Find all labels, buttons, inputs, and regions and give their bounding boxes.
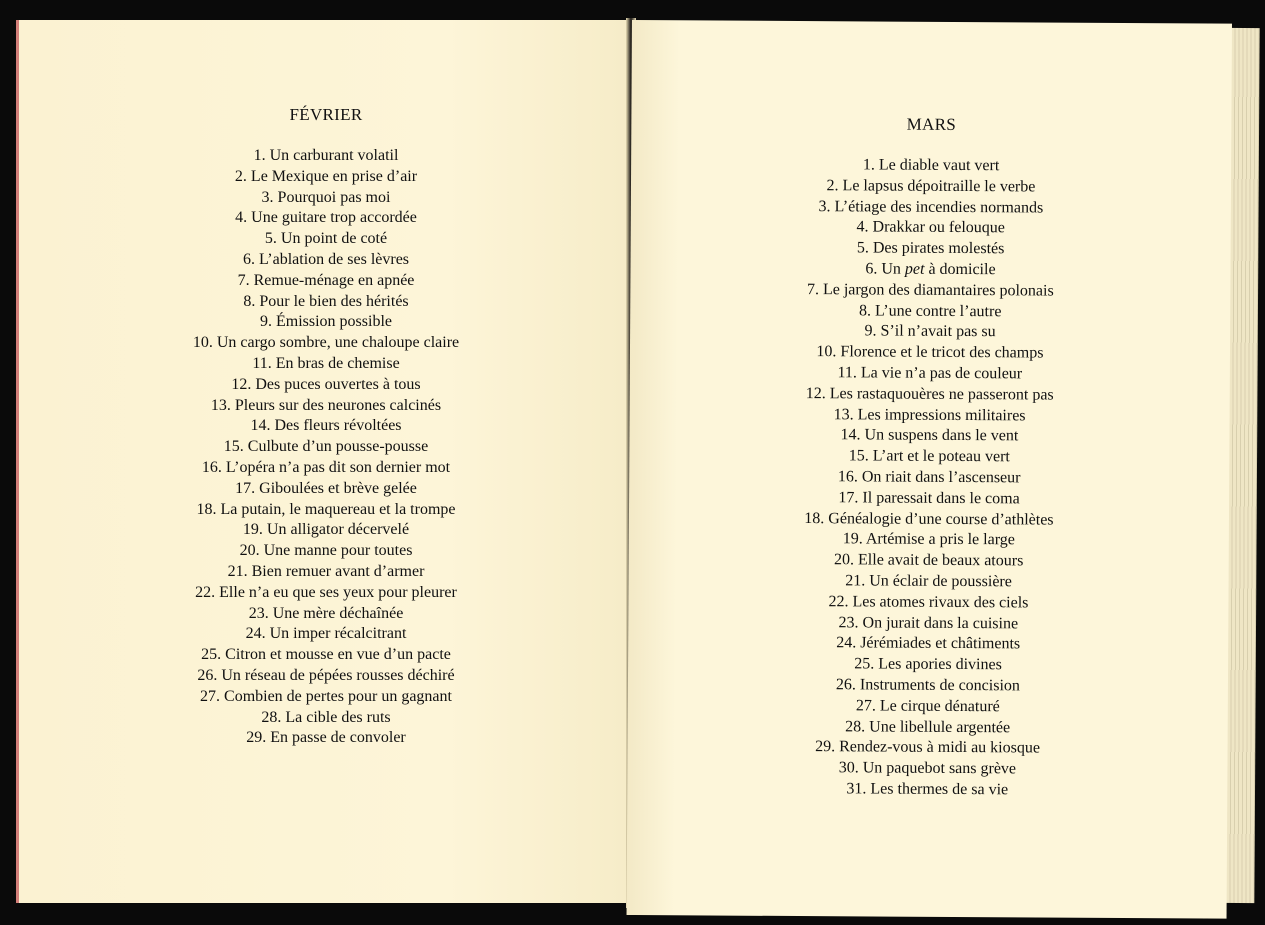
list-item: 31. Les thermes de sa vie [846, 780, 1009, 799]
list-item: 20. Une manne pour toutes [239, 542, 413, 560]
list-item: 2. Le Mexique en prise d’air [234, 167, 418, 185]
list-item: 27. Le cirque dénaturé [855, 697, 1000, 715]
list-item: 16. On riait dans l’ascenseur [837, 468, 1021, 487]
list-item: 12. Des puces ouvertes à tous [231, 375, 421, 393]
list-item: 4. Drakkar ou felouque [856, 218, 1005, 237]
left-page [16, 20, 630, 903]
list-item: 21. Bien remuer avant d’armer [227, 562, 425, 580]
list-item: 16. L’opéra n’a pas dit son dernier mot [201, 458, 451, 476]
list-item: 13. Pleurs sur des neurones calcinés [210, 396, 442, 414]
list-item: 11. En bras de chemise [252, 354, 400, 372]
list-item: 21. Un éclair de poussière [845, 572, 1012, 591]
february-column [19, 106, 633, 749]
list-item: 28. Une libellule argentée [845, 717, 1011, 736]
list-item: 1. Le diable vaut vert [862, 156, 1000, 175]
list-item: 3. L’étiage des incendies normands [818, 197, 1044, 217]
list-item: 18. Généalogie d’une course d’athlètes [804, 509, 1054, 529]
list-item: 14. Un suspens dans le vent [840, 426, 1019, 445]
list-item: 17. Il paressait dans le coma [838, 489, 1020, 508]
list-item: 23. Une mère déchaînée [248, 604, 404, 622]
list-item: 24. Jérémiades et châtiments [836, 634, 1021, 653]
list-item: 6. L’ablation de ses lèvres [242, 250, 410, 268]
list-item: 10. Florence et le tricot des champs [816, 343, 1044, 362]
list-item: 13. Les impressions militaires [833, 405, 1026, 424]
list-item: 29. En passe de convoler [246, 729, 406, 747]
list-item: 15. Culbute d’un pousse-pousse [223, 438, 429, 456]
list-item: 20. Elle avait de beaux atours [834, 551, 1024, 570]
list-item: 9. Émission possible [259, 313, 392, 331]
list-item: 27. Combien de pertes pour un gagnant [200, 687, 452, 705]
list-item: 26. Un réseau de pépées rousses déchiré [197, 666, 455, 684]
list-item: 26. Instruments de concision [835, 676, 1020, 695]
list-item: 30. Un paquebot sans grève [838, 759, 1017, 778]
march-column [627, 114, 1231, 802]
list-item: 18. La putain, le maquereau et la trompe [196, 500, 456, 518]
list-item: 25. Citron et mousse en vue d’un pacte [201, 646, 451, 664]
list-item: 10. Un cargo sombre, une chaloupe claire [192, 334, 460, 352]
list-item: 5. Un point de coté [264, 230, 388, 248]
list-item: 9. S’il n’avait pas su [864, 322, 996, 341]
list-item: 29. Rendez-vous à midi au kiosque [815, 738, 1041, 757]
list-item: 28. La cible des ruts [261, 708, 391, 726]
list-item: 12. Les rastaquouères ne passeront pas [805, 384, 1054, 404]
march-heading: MARS [906, 114, 957, 134]
list-item: 3. Pourquoi pas moi [261, 188, 391, 206]
list-item: 23. On jurait dans la cuisine [838, 613, 1019, 632]
list-item: 2. Le lapsus dépoitraille le verbe [826, 176, 1036, 196]
list-item: 19. Artémise a pris le large [842, 530, 1015, 549]
list-item: 8. Pour le bien des hérités [243, 292, 409, 310]
list-item: 22. Les atomes rivaux des ciels [828, 592, 1029, 612]
march-list [627, 154, 1231, 802]
february-list [19, 146, 633, 749]
list-item: 19. Un alligator décervelé [242, 521, 410, 539]
right-page [627, 20, 1232, 919]
february-heading: FÉVRIER [289, 105, 363, 124]
list-item: 6. Un pet à domicile [865, 260, 996, 279]
list-item: 17. Giboulées et brève gelée [235, 479, 417, 497]
list-item: 25. Les apories divines [854, 655, 1002, 674]
list-item: 7. Remue-ménage en apnée [237, 271, 415, 289]
list-item: 4. Une guitare trop accordée [235, 209, 417, 227]
list-item: 24. Un imper récalcitrant [245, 625, 407, 643]
list-item: 1. Un carburant volatil [253, 147, 399, 164]
list-item: 15. L’art et le poteau vert [848, 447, 1010, 466]
list-item: 11. La vie n’a pas de couleur [837, 364, 1023, 383]
list-item: 8. L’une contre l’autre [858, 301, 1002, 320]
list-item: 7. Le jargon des diamantaires polonais [806, 280, 1054, 300]
list-item: 22. Elle n’a eu que ses yeux pour pleurer [195, 583, 457, 601]
list-item: 14. Des fleurs révoltées [250, 417, 402, 435]
list-item: 5. Des pirates molestés [856, 239, 1005, 258]
